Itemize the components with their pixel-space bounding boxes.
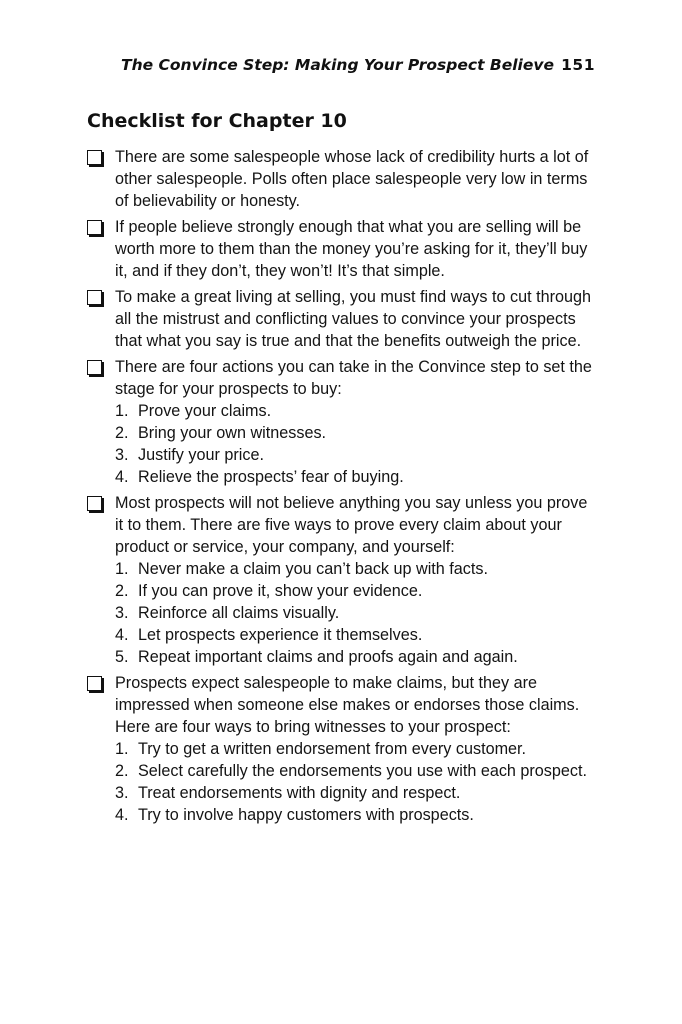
page-number: 151 (561, 56, 595, 74)
checklist (87, 146, 597, 830)
list-number: 2. (115, 582, 129, 600)
list-item-text: Relieve the prospects’ fear of buying. (138, 468, 404, 486)
checklist-item (87, 356, 597, 488)
list-item-text: Select carefully the endorsements you use with each prospect. (138, 762, 587, 780)
checkbox-icon (87, 220, 102, 235)
list-item-text: Never make a claim you can’t back up with facts. (138, 560, 488, 578)
list-number: 2. (115, 762, 129, 780)
numbered-list (115, 400, 597, 488)
checklist-item-text: If people believe strongly enough that what you are selling will be worth more to them than the money you’re asking for it, they’ll buy it, and if they don’t, they won’t! It’s that simple. (115, 218, 588, 280)
numbered-list-item (115, 466, 597, 488)
checkbox-icon (87, 360, 102, 375)
list-number: 3. (115, 446, 129, 464)
checkbox-icon (87, 150, 102, 165)
list-item-text: Treat endorsements with dignity and respect. (138, 784, 461, 802)
chapter-heading: Checklist for Chapter 10 (87, 110, 347, 132)
numbered-list-item (115, 646, 597, 668)
list-number: 3. (115, 784, 129, 802)
list-number: 3. (115, 604, 129, 622)
numbered-list-item (115, 558, 597, 580)
list-item-text: Try to get a written endorsement from every customer. (138, 740, 527, 758)
list-number: 1. (115, 740, 129, 758)
checkbox-icon (87, 676, 102, 691)
list-item-text: Prove your claims. (138, 402, 272, 420)
running-head (121, 53, 595, 77)
list-number: 4. (115, 626, 129, 644)
checklist-item-text: Prospects expect salespeople to make claims, but they are impressed when someone else makes or endorses those claims. Here are four ways to bring witnesses to your prospect: (115, 674, 580, 736)
numbered-list-item (115, 782, 597, 804)
checklist-item (87, 286, 597, 352)
list-item-text: Let prospects experience it themselves. (138, 626, 423, 644)
list-item-text: Repeat important claims and proofs again and again. (138, 648, 518, 666)
checkbox-icon (87, 496, 102, 511)
numbered-list-item (115, 422, 597, 444)
numbered-list-item (115, 602, 597, 624)
checkbox-icon (87, 290, 102, 305)
checklist-item-text: To make a great living at selling, you must find ways to cut through all the mistrust and conflicting values to convince your prospects that what you say is true and that the benefits outweigh the price. (115, 288, 591, 350)
list-item-text: Try to involve happy customers with prospects. (138, 806, 474, 824)
numbered-list-item (115, 738, 597, 760)
numbered-list-item (115, 400, 597, 422)
numbered-list-item (115, 804, 597, 826)
list-number: 4. (115, 468, 129, 486)
list-item-text: Bring your own witnesses. (138, 424, 327, 442)
numbered-list-item (115, 760, 597, 782)
checklist-item (87, 492, 597, 668)
numbered-list-item (115, 444, 597, 466)
numbered-list-item (115, 624, 597, 646)
checklist-item (87, 216, 597, 282)
running-title: The Convince Step: Making Your Prospect Believe (121, 56, 554, 74)
checklist-item (87, 672, 597, 826)
list-item-text: Justify your price. (138, 446, 264, 464)
checklist-item (87, 146, 597, 212)
checklist-item-text: There are four actions you can take in the Convince step to set the stage for your prospects to buy: (115, 358, 592, 398)
list-item-text: Reinforce all claims visually. (138, 604, 340, 622)
numbered-list (115, 738, 597, 826)
list-number: 5. (115, 648, 129, 666)
checklist-item-text: There are some salespeople whose lack of credibility hurts a lot of other salespeople. Polls often place salespeople very low in terms of believability or honesty. (115, 148, 589, 210)
list-number: 4. (115, 806, 129, 824)
numbered-list-item (115, 580, 597, 602)
list-item-text: If you can prove it, show your evidence. (138, 582, 423, 600)
numbered-list (115, 558, 597, 668)
list-number: 2. (115, 424, 129, 442)
list-number: 1. (115, 560, 129, 578)
list-number: 1. (115, 402, 129, 420)
checklist-item-text: Most prospects will not believe anything you say unless you prove it to them. There are five ways to prove every claim about your product or service, your company, and yourself: (115, 494, 588, 556)
